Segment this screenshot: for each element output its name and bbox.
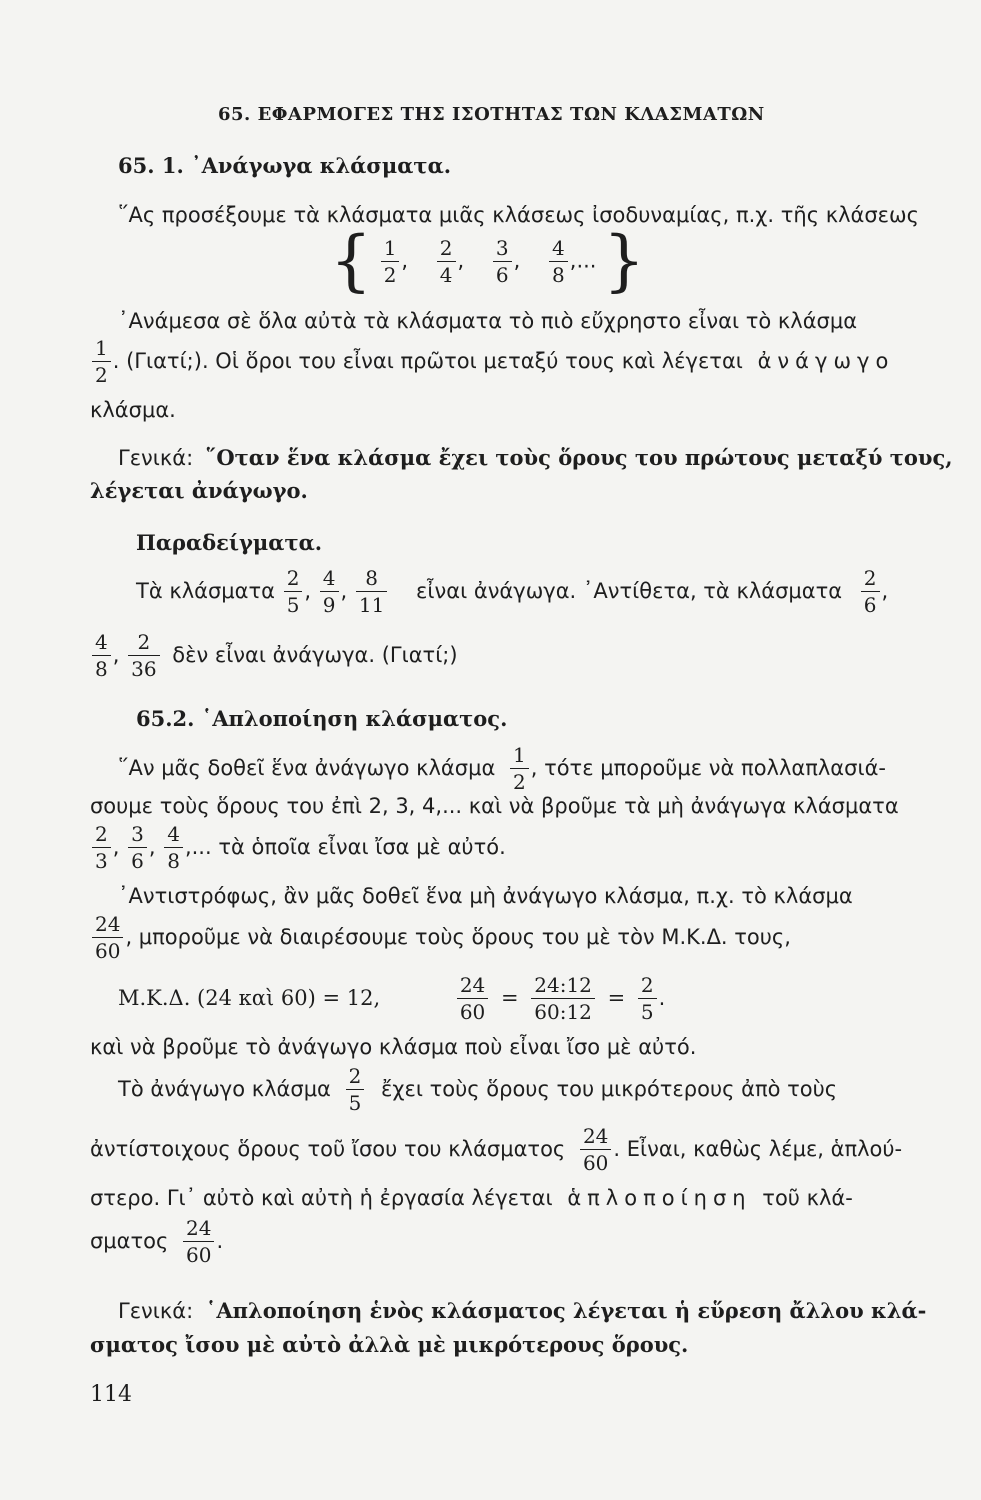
s2-line-6: καὶ νὰ βροῦμε τὸ ἀνάγωγο κλάσμα ποὺ εἶναι ἴσο μὲ αὐτό. — [90, 1035, 697, 1059]
fraction: $\frac{3}{6}$ — [128, 824, 147, 871]
fraction: $\frac{3}{6}$ — [493, 238, 512, 285]
example-line-2: $\frac{4}{8}$ , $\frac{2}{36}$ δὲν εἶναι ἀνάγωγα. (Γιατί;) — [90, 632, 458, 679]
s2-line-5: $\frac{24}{60}$ , μποροῦμε νὰ διαιρέσουμε τοὺς ὅρους του μὲ τὸν Μ.Κ.Δ. τους, — [90, 914, 791, 961]
s2-line-4: ᾿Αντιστρόφως, ἂν μᾶς δοθεῖ ἕνα μὴ ἀνάγωγο κλάσμα, π.χ. τὸ κλάσμα — [118, 884, 853, 908]
s2-line-1: ῞Αν μᾶς δοθεῖ ἕνα ἀνάγωγο κλάσμα $\frac{1}{2}$ , τότε μποροῦμε νὰ πολλαπλασιά- — [118, 743, 886, 794]
fraction: $\frac{24}{60}$ — [457, 975, 488, 1022]
example-line-1: Τὰ κλάσματα $\frac{2}{5}$ , $\frac{4}{9}$ , $\frac{8}{11}$ εἶναι ἀνάγωγα. ᾿Αντίθετα, τὰ κλάσματα $\frac{2}{6}$ , — [136, 566, 889, 617]
page-number: 114 — [90, 1382, 132, 1407]
left-brace: { — [330, 222, 372, 299]
right-brace: } — [603, 222, 646, 299]
s2-line-10: σματος $\frac{24}{60}$ . — [90, 1216, 224, 1267]
term-aploposisi: ἁπλοποίηση — [567, 1186, 752, 1210]
fraction: $\frac{2}{5}$ — [638, 975, 657, 1022]
s2-line-9: στερο. Γι᾿ αὐτὸ καὶ αὐτὴ ἡ ἐργασία λέγεται ἁπλοποίηση τοῦ κλά- — [90, 1186, 853, 1210]
fraction: $\frac{8}{11}$ — [356, 568, 387, 615]
definition-1-line-2: λέγεται ἀνάγωγο. — [90, 478, 308, 503]
fraction: $\frac{24}{60}$ — [183, 1218, 214, 1265]
s2-line-2: σουμε τοὺς ὅρους του ἐπὶ 2, 3, 4,... καὶ νὰ βροῦμε τὰ μὴ ἀνάγωγα κλάσματα — [90, 794, 899, 818]
fraction: $\frac{2}{5}$ — [346, 1066, 365, 1113]
term-anagogo: ἀνάγωγο — [757, 349, 895, 373]
fraction: $\frac{24}{60}$ — [92, 914, 123, 961]
fraction: $\frac{24}{60}$ — [580, 1126, 611, 1173]
fraction: $\frac{1}{2}$ — [381, 238, 400, 285]
fraction: $\frac{2}{5}$ — [284, 568, 303, 615]
fraction: $\frac{1}{2}$ — [92, 338, 111, 385]
paragraph-4: κλάσμα. — [90, 398, 176, 422]
s2-line-3: $\frac{2}{3}$ , $\frac{3}{6}$ , $\frac{4}{8}$ ,... τὰ ὁποῖα εἶναι ἴσα μὲ αὐτό. — [90, 824, 506, 871]
paragraph-3: $\frac{1}{2}$ . (Γιατί;). Οἱ ὅροι του εἶναι πρῶτοι μεταξύ τους καὶ λέγεται ἀνάγωγο — [90, 338, 894, 385]
paragraph-intro: ῞Ας προσέξουμε τὰ κλάσματα μιᾶς κλάσεως ἰσοδυναμίας, π.χ. τῆς κλάσεως — [118, 203, 919, 227]
fraction: $\frac{4}{8}$ — [92, 632, 111, 679]
definition-1-line-1: Γενικά: ῞Οταν ἕνα κλάσμα ἔχει τοὺς ὅρους του πρώτους μεταξύ τους, — [118, 445, 953, 470]
fraction: $\frac{4}{8}$ — [164, 824, 183, 871]
examples-heading: Παραδείγματα. — [136, 530, 323, 555]
subsection-heading-2: 65.2. ῾Απλοποίηση κλάσματος. — [136, 706, 508, 731]
s2-line-8: ἀντίστοιχους ὅρους τοῦ ἴσου του κλάσματος $\frac{24}{60}$ . Εἶναι, καθὼς λέμε, ἁπλού- — [90, 1124, 903, 1175]
fraction: $\frac{2}{4}$ — [437, 238, 456, 285]
fraction: $\frac{2}{3}$ — [92, 824, 111, 871]
fraction: $\frac{24:12}{60:12}$ — [531, 975, 595, 1022]
definition-2-line-2: σματος ἴσου μὲ αὐτὸ ἀλλὰ μὲ μικρότερους ὅρους. — [90, 1332, 689, 1357]
s2-line-7: Τὸ ἀνάγωγο κλάσμα $\frac{2}{5}$ ἔχει τοὺς ὅρους του μικρότερους ἀπὸ τοὺς — [118, 1064, 838, 1115]
section-title: 65. ΕΦΑΡΜΟΓΕΣ ΤΗΣ ΙΣΟΤΗΤΑΣ ΤΩΝ ΚΛΑΣΜΑΤΩΝ — [218, 104, 765, 125]
fraction: $\frac{4}{8}$ — [549, 238, 568, 285]
subsection-heading-1: 65. 1. ᾿Ανάγωγα κλάσματα. — [118, 153, 452, 178]
fraction: $\frac{2}{36}$ — [128, 632, 159, 679]
fraction: $\frac{1}{2}$ — [510, 745, 529, 792]
paragraph-2: ᾿Ανάμεσα σὲ ὅλα αὐτὰ τὰ κλάσματα τὸ πιὸ εὔχρηστο εἶναι τὸ κλάσμα — [118, 309, 858, 333]
gcd-equation: Μ.Κ.Δ. (24 καὶ 60) = 12, $\frac{24}{60}$ = $\frac{24:12}{60:12}$ = $\frac{2}{5}$ . — [118, 973, 666, 1024]
definition-2-line-1: Γενικά: ῾Απλοποίηση ἑνὸς κλάσματος λέγεται ἡ εὕρεση ἄλλου κλά- — [118, 1298, 927, 1323]
fraction: $\frac{2}{6}$ — [861, 568, 880, 615]
fraction: $\frac{4}{9}$ — [320, 568, 339, 615]
fraction-set: { $\frac{1}{2}$ , $\frac{2}{4}$ , $\frac{3}{6}$ , $\frac{4}{8}$ ,... } — [330, 222, 646, 299]
